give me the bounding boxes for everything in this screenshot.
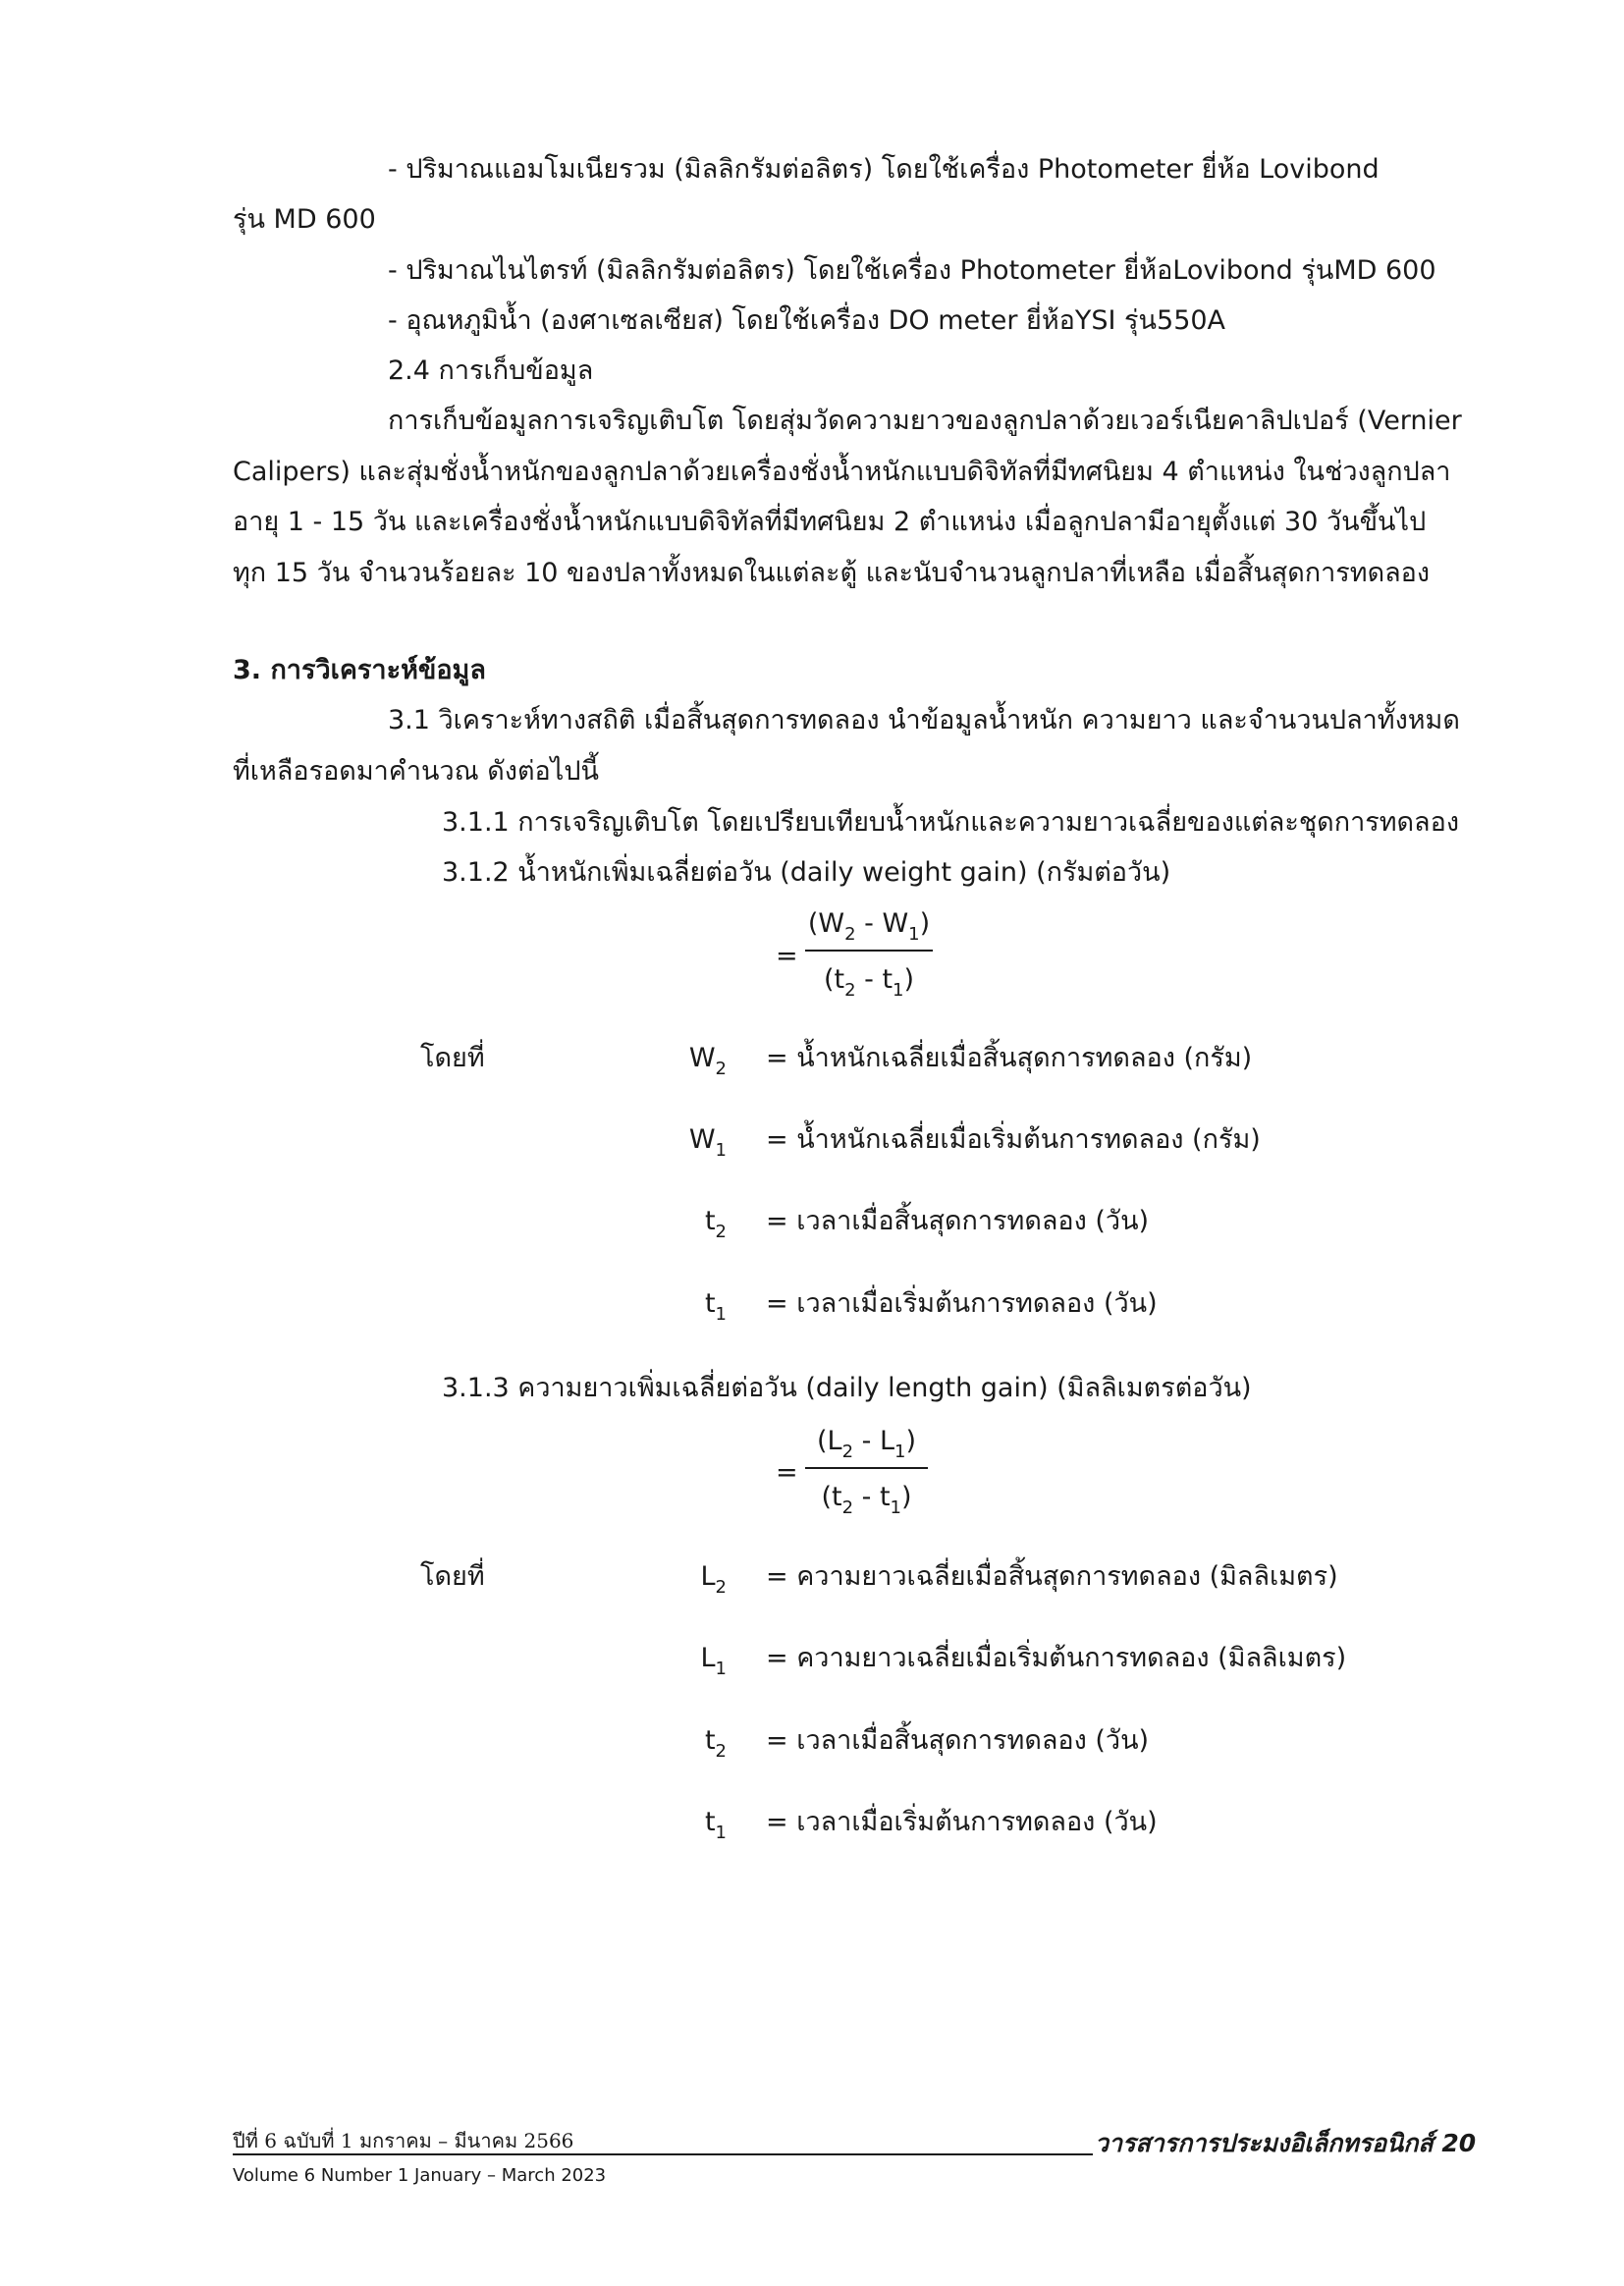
weight-formula-denominator: $(t_2 - t_1)$ (823, 964, 915, 1001)
length-fraction-bar (805, 1467, 928, 1469)
var-t2-weight: $t_2$ (704, 1206, 727, 1242)
var-t1-length: $t_1$ (704, 1807, 727, 1843)
length-where-label: โดยที่ (420, 1561, 485, 1592)
weight-formula-numerator: $(W_2 - W_1)$ (807, 908, 931, 945)
def-w2: = น้ำหนักเฉลี่ยเมื่อสิ้นสุดการทดลอง (กรัม) (766, 1043, 1253, 1073)
collect-line-4: ทุก 15 วัน จำนวนร้อยละ 10 ของปลาทั้งหมดในแต่ละตู้ และนับจำนวนลูกปลาที่เหลือ เมื่อสิ้นสุดการทดลอง (233, 558, 1431, 588)
length-formula-equals: = (776, 1457, 798, 1488)
var-l2: $L_2$ (700, 1561, 727, 1598)
collect-line-2: Calipers) และสุ่มชั่งน้ำหนักของลูกปลาด้วยเครื่องชั่งน้ำหนักแบบดิจิทัลที่มีทศนิยม 4 ตำแหน่ง ในช่วงลูกปลา (233, 457, 1451, 487)
para-3-1-line-2: ที่เหลือรอดมาคำนวณ ดังต่อไปนี้ (233, 756, 599, 787)
def-t2-length: = เวลาเมื่อสิ้นสุดการทดลอง (วัน) (766, 1725, 1150, 1756)
def-w1: = น้ำหนักเฉลี่ยเมื่อเริ่มต้นการทดลอง (กรัม) (766, 1124, 1261, 1155)
footer-issue-english: Volume 6 Number 1 January – March 2023 (233, 2165, 607, 2186)
ammonia-line-1: - ปริมาณแอมโมเนียรวม (มิลลิกรัมต่อลิตร) โดยใช้เครื่อง Photometer ยี่ห้อ Lovibond (388, 154, 1380, 185)
var-t1-weight: $t_1$ (704, 1288, 727, 1325)
section-3-heading: 3. การวิเคราะห์ข้อมูล (233, 655, 486, 685)
def-l2: = ความยาวเฉลี่ยเมื่อสิ้นสุดการทดลอง (มิลลิเมตร) (766, 1561, 1338, 1592)
def-l1: = ความยาวเฉลี่ยเมื่อเริ่มต้นการทดลอง (มิลลิเมตร) (766, 1643, 1347, 1673)
nitrite-line: - ปริมาณไนไตรท์ (มิลลิกรัมต่อลิตร) โดยใช้เครื่อง Photometer ยี่ห้อLovibond รุ่นMD 600 (388, 255, 1436, 286)
weight-fraction-bar (805, 950, 933, 952)
temperature-line: - อุณหภูมิน้ำ (องศาเซลเซียส) โดยใช้เครื่อง DO meter ยี่ห้อYSI รุ่น550A (388, 305, 1226, 336)
collect-line-1: การเก็บข้อมูลการเจริญเติบโต โดยสุ่มวัดความยาวของลูกปลาด้วยเวอร์เนียคาลิปเปอร์ (Vernier (388, 406, 1462, 436)
var-w1: $W_1$ (688, 1124, 727, 1161)
weight-formula-equals: = (776, 941, 798, 971)
para-3-1-1: 3.1.1 การเจริญเติบโต โดยเปรียบเทียบน้ำหนักและความยาวเฉลี่ยของแต่ละชุดการทดลอง (442, 807, 1460, 838)
ammonia-line-2: รุ่น MD 600 (233, 204, 376, 235)
def-t1-weight: = เวลาเมื่อเริ่มต้นการทดลอง (วัน) (766, 1288, 1158, 1319)
footer-journal-title: วารสารการประมงอิเล็กทรอนิกส์ 20 (1095, 2129, 1477, 2157)
var-t2-length: $t_2$ (704, 1725, 727, 1762)
heading-2-4: 2.4 การเก็บข้อมูล (388, 355, 594, 386)
var-w2: $W_2$ (688, 1043, 727, 1079)
para-3-1-2: 3.1.2 น้ำหนักเพิ่มเฉลี่ยต่อวัน (daily weight gain) (กรัมต่อวัน) (442, 857, 1171, 888)
length-formula-numerator: $(L_2 - L_1)$ (816, 1426, 916, 1462)
page-number: 20 (1441, 2129, 1477, 2157)
weight-where-label: โดยที่ (420, 1043, 485, 1073)
def-t2-weight: = เวลาเมื่อสิ้นสุดการทดลอง (วัน) (766, 1206, 1150, 1236)
para-3-1-3: 3.1.3 ความยาวเพิ่มเฉลี่ยต่อวัน (daily length gain) (มิลลิเมตรต่อวัน) (442, 1373, 1252, 1403)
collect-line-3: อายุ 1 - 15 วัน และเครื่องชั่งน้ำหนักแบบดิจิทัลที่มีทศนิยม 2 ตำแหน่ง เมื่อลูกปลามีอายุตั้งแต่ 30 วันขึ้นไป (233, 507, 1427, 537)
var-l1: $L_1$ (700, 1643, 727, 1679)
para-3-1-line-1: 3.1 วิเคราะห์ทางสถิติ เมื่อสิ้นสุดการทดลอง นำข้อมูลน้ำหนัก ความยาว และจำนวนปลาทั้งหมด (388, 705, 1460, 735)
footer-issue-thai: ปีที่ 6 ฉบับที่ 1 มกราคม – มีนาคม 2566 (233, 2129, 574, 2152)
length-formula-denominator: $(t_2 - t_1)$ (821, 1482, 912, 1518)
footer-rule (233, 2153, 1093, 2155)
def-t1-length: = เวลาเมื่อเริ่มต้นการทดลอง (วัน) (766, 1807, 1158, 1837)
